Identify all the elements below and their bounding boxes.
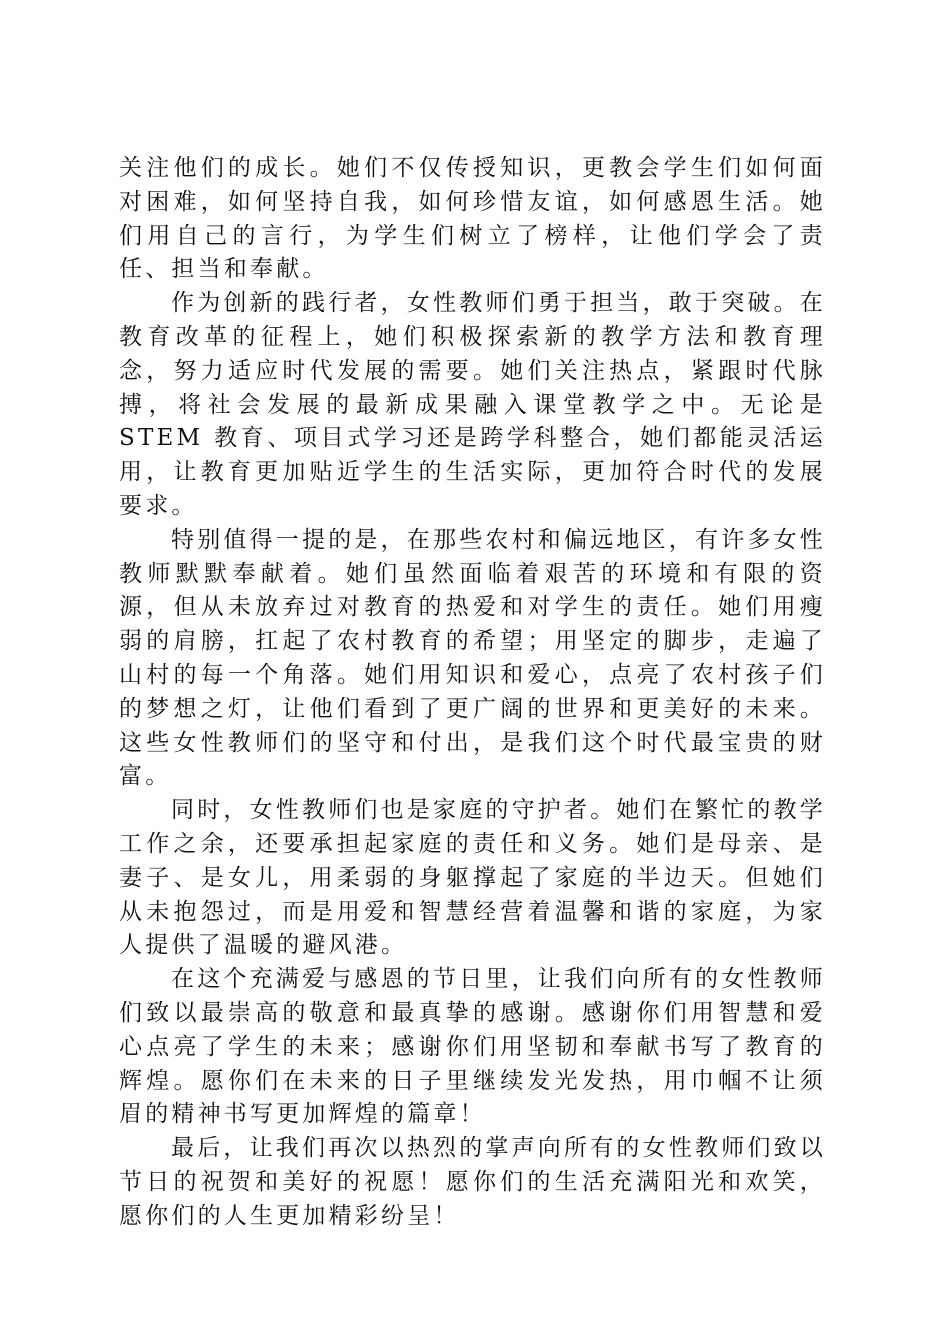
document-body [119,152,826,1234]
paragraph-6: 最后，让我们再次以热烈的掌声向所有的女性教师们致以节日的祝贺和美好的祝愿！愿你们的生活充满阳光和欢笑，愿你们的人生更加精彩纷呈！ [119,1135,826,1229]
paragraph-4: 同时，女性教师们也是家庭的守护者。她们在繁忙的教学工作之余，还要承担起家庭的责任和义务。她们是母亲、是妻子、是女儿，用柔弱的身躯撑起了家庭的半边天。但她们从未抱怨过，而是用爱和智慧经营着温馨和谐的家庭，为家人提供了温暖的避风港。 [119,797,826,959]
paragraph-5: 在这个充满爱与感恩的节日里，让我们向所有的女性教师们致以最崇高的敬意和最真挚的感谢。感谢你们用智慧和爱心点亮了学生的未来；感谢你们用坚韧和奉献书写了教育的辉煌。愿你们在未来的日子里继续发光发热，用巾帼不让须眉的精神书写更加辉煌的篇章！ [119,966,826,1128]
paragraph-3: 特别值得一提的是，在那些农村和偏远地区，有许多女性教师默默奉献着。她们虽然面临着艰苦的环境和有限的资源，但从未放弃过对教育的热爱和对学生的责任。她们用瘦弱的肩膀，扛起了农村教育的希望；用坚定的脚步，走遍了山村的每一个角落。她们用知识和爱心，点亮了农村孩子们的梦想之灯，让他们看到了更广阔的世界和更美好的未来。这些女性教师们的坚守和付出，是我们这个时代最宝贵的财富。 [119,526,826,790]
paragraph-2: 作为创新的践行者，女性教师们勇于担当，敢于突破。在教育改革的征程上，她们积极探索新的教学方法和教育理念，努力适应时代发展的需要。她们关注热点，紧跟时代脉搏，将社会发展的最新成果融入课堂教学之中。无论是 STEM 教育、项目式学习还是跨学科整合，她们都能灵活运用，让教育更加贴近学生的生活实际，更加符合时代的发展要求。 [119,290,826,519]
paragraph-1: 关注他们的成长。她们不仅传授知识，更教会学生们如何面对困难，如何坚持自我，如何珍惜友谊，如何感恩生活。她们用自己的言行，为学生们树立了榜样，让他们学会了责任、担当和奉献。 [119,155,826,283]
